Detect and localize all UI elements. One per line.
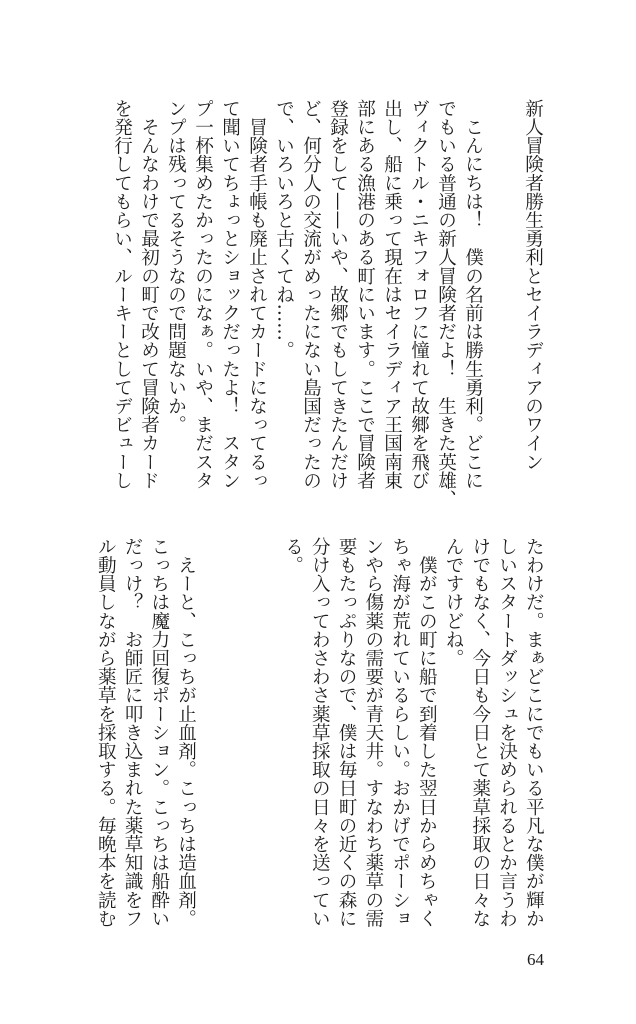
chapter-title	[520, 99, 547, 519]
text-line: 僕がこの町に船で到着した翌日からめちゃく	[416, 537, 438, 928]
text-line: プ一杯集めたかったのになぁ。いや、まだスタ	[192, 99, 214, 490]
text-line: でもいる普通の新人冒険者だよ！ 生きた英雄、	[435, 99, 457, 509]
text-line: で、いろいろと古くてね……。	[273, 99, 295, 360]
text-line: こっちは魔力回復ポーション。こっちは船酔い	[148, 537, 170, 928]
lower-text-block	[92, 537, 547, 957]
text-line: ンプは残ってるそうなので問題ないか。	[165, 99, 187, 434]
text-line: を発行してもらい、ルーキーとしてデビューし	[111, 99, 133, 490]
text-line: 部にある漁港のある町にいます。ここで冒険者	[354, 99, 376, 490]
text-line: そんなわけで最初の町で改めて冒険者カード	[138, 99, 160, 490]
text-line: 出し、船に乗って現在はセイラディア王国南東	[381, 99, 403, 490]
text-line: 登録をして——いや、故郷でもしてきたんだけ	[327, 99, 349, 490]
upper-text-block	[109, 99, 487, 519]
chapter-title-text: 新人冒険者勝生勇利とセイラディアのワイン	[522, 99, 544, 471]
text-line: けでもなく、今日も今日とて薬草採取の日々な	[469, 537, 491, 928]
text-line: ど、何分人の交流がめったにない島国だったの	[300, 99, 322, 490]
text-line: る。	[282, 537, 304, 575]
text-line: 要もたっぷりなので、僕は毎日町の近くの森に	[336, 537, 358, 928]
text-line: んですけどね。	[443, 537, 465, 668]
text-line: しいスタートダッシュを決められるとか言うわ	[496, 537, 518, 928]
text-line: たわけだ。まぁどこにでもいる平凡な僕が輝か	[523, 537, 545, 928]
text-line: だっけ？ お師匠に叩き込まれた薬草知識をフ	[122, 537, 144, 928]
blank-line	[199, 537, 226, 957]
text-line: えーと、こっちが止血剤。こっちは造血剤。	[175, 537, 197, 928]
text-line: こんにちは！ 僕の名前は勝生勇利。どこに	[462, 99, 484, 490]
text-line: て聞いてちょっとショックだったよ！ スタン	[219, 99, 241, 490]
text-line: 冒険者手帳も廃止されてカードになってるっ	[246, 99, 268, 490]
text-line: ンやら傷薬の需要が青天井。すなわち薬草の需	[362, 537, 384, 928]
text-line: ル動員しながら薬草を採取する。毎晩本を読む	[95, 537, 117, 928]
blank-line	[252, 537, 279, 957]
text-line: 分け入ってわさわさ薬草採取の日々を送ってい	[309, 537, 331, 928]
page-number: 64	[527, 950, 544, 969]
text-line: ちゃ海が荒れているらしい。おかげでポーショ	[389, 537, 411, 928]
blank-line	[225, 537, 252, 957]
text-line: ヴィクトル・ニキフォロフに憧れて故郷を飛び	[408, 99, 430, 490]
